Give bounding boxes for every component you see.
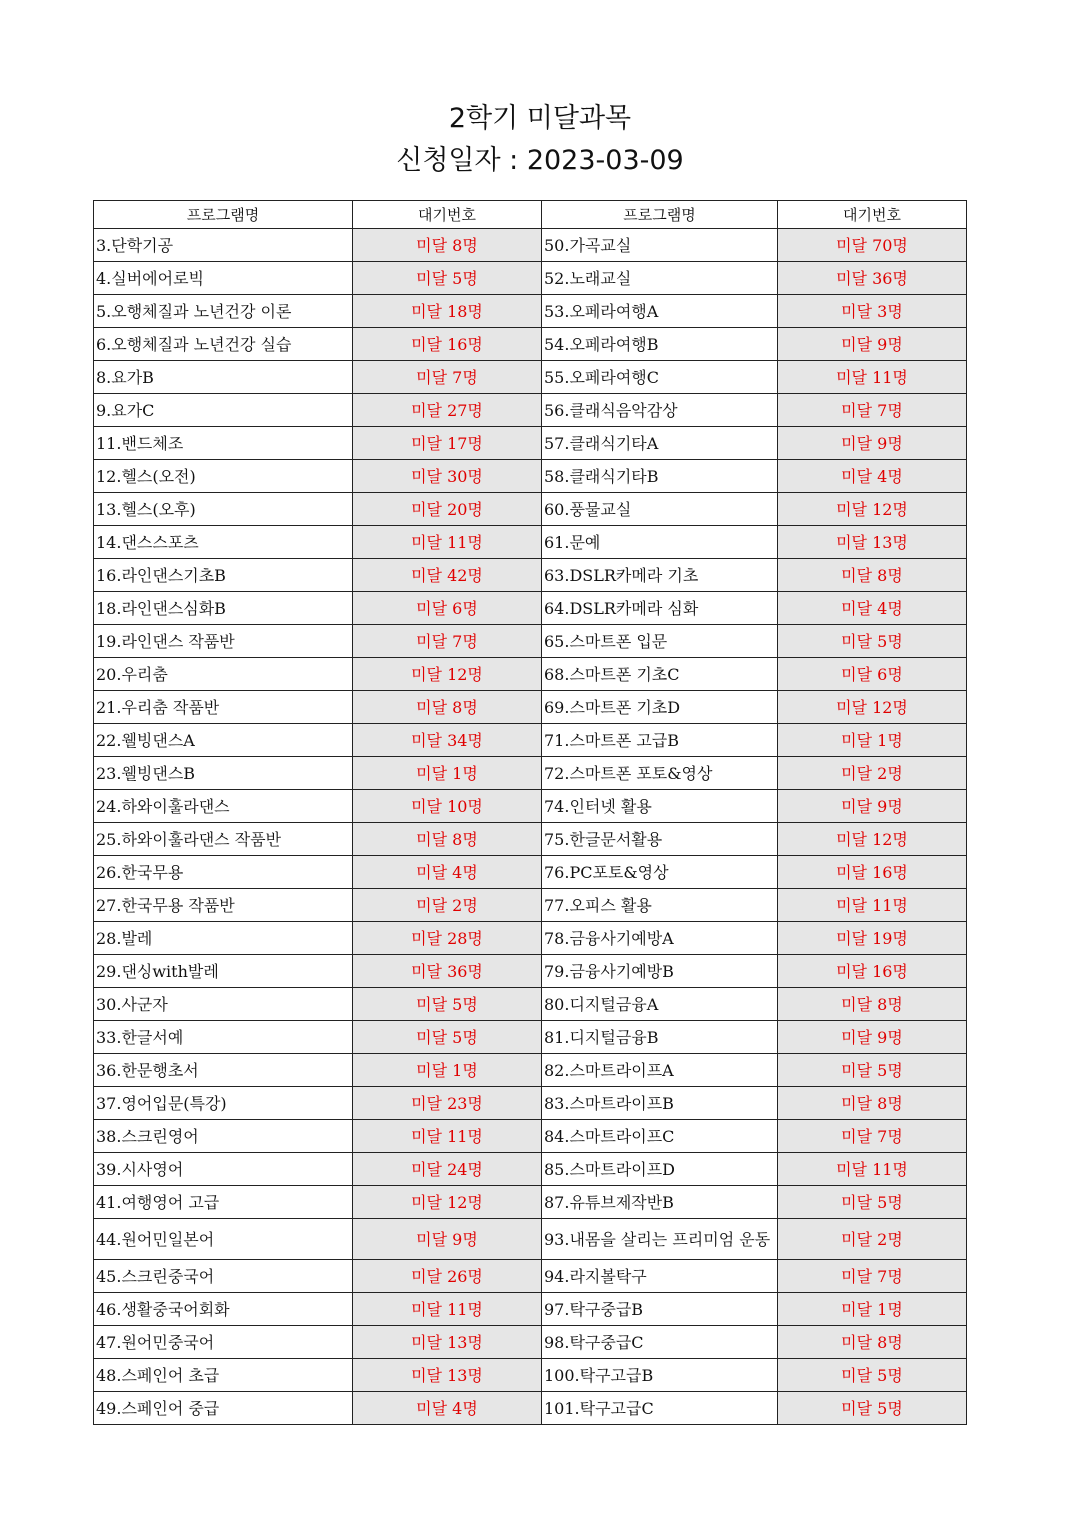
program-name-left: 38.스크린영어 bbox=[94, 1120, 353, 1153]
program-name-left: 48.스페인어 초급 bbox=[94, 1359, 353, 1392]
program-name-right: 75.한글문서활용 bbox=[542, 823, 778, 856]
table-row bbox=[94, 394, 967, 427]
program-name-left: 33.한글서예 bbox=[94, 1021, 353, 1054]
program-name-left: 37.영어입문(특강) bbox=[94, 1087, 353, 1120]
table-row bbox=[94, 658, 967, 691]
table-row bbox=[94, 559, 967, 592]
waitlist-count-right: 미달 2명 bbox=[778, 757, 967, 790]
waitlist-count-right: 미달 9명 bbox=[778, 427, 967, 460]
table-row bbox=[94, 1153, 967, 1186]
program-name-right: 58.클래식기타B bbox=[542, 460, 778, 493]
waitlist-count-right: 미달 11명 bbox=[778, 361, 967, 394]
waitlist-count-right: 미달 8명 bbox=[778, 1087, 967, 1120]
table-row bbox=[94, 1054, 967, 1087]
waitlist-count-right: 미달 9명 bbox=[778, 790, 967, 823]
program-name-right: 98.탁구중급C bbox=[542, 1326, 778, 1359]
table-row bbox=[94, 691, 967, 724]
program-name-left: 9.요가C bbox=[94, 394, 353, 427]
waitlist-count-right: 미달 5명 bbox=[778, 1186, 967, 1219]
program-name-right: 74.인터넷 활용 bbox=[542, 790, 778, 823]
program-name-left: 25.하와이훌라댄스 작품반 bbox=[94, 823, 353, 856]
waitlist-count-left: 미달 28명 bbox=[353, 922, 542, 955]
waitlist-count-right: 미달 4명 bbox=[778, 592, 967, 625]
waitlist-count-left: 미달 5명 bbox=[353, 262, 542, 295]
page-title: 2학기 미달과목 bbox=[448, 103, 632, 134]
waitlist-count-right: 미달 9명 bbox=[778, 1021, 967, 1054]
program-name-right: 87.유튜브제작반B bbox=[542, 1186, 778, 1219]
program-name-text: 93.내몸을 살리는 프리미엄 운동 bbox=[544, 1229, 771, 1249]
waitlist-count-right: 미달 36명 bbox=[778, 262, 967, 295]
waitlist-count-left: 미달 12명 bbox=[353, 658, 542, 691]
waitlist-count-left: 미달 42명 bbox=[353, 559, 542, 592]
program-name-right: 80.디지털금융A bbox=[542, 988, 778, 1021]
program-name-right: 64.DSLR카메라 심화 bbox=[542, 592, 778, 625]
table-row bbox=[94, 1120, 967, 1153]
program-name-right bbox=[542, 1219, 778, 1260]
waitlist-count-right: 미달 16명 bbox=[778, 856, 967, 889]
waitlist-count-left: 미달 10명 bbox=[353, 790, 542, 823]
waitlist-count-right: 미달 5명 bbox=[778, 1392, 967, 1425]
program-name-right: 72.스마트폰 포토&영상 bbox=[542, 757, 778, 790]
table-body bbox=[94, 229, 967, 1425]
table-row bbox=[94, 229, 967, 262]
program-name-left: 27.한국무용 작품반 bbox=[94, 889, 353, 922]
waitlist-count-right: 미달 12명 bbox=[778, 691, 967, 724]
table-row bbox=[94, 922, 967, 955]
header-waitlist-right: 대기번호 bbox=[778, 201, 967, 229]
waitlist-count-right: 미달 11명 bbox=[778, 889, 967, 922]
table-row bbox=[94, 1219, 967, 1260]
waitlist-count-right: 미달 4명 bbox=[778, 460, 967, 493]
header-waitlist-left: 대기번호 bbox=[353, 201, 542, 229]
program-name-right: 50.가곡교실 bbox=[542, 229, 778, 262]
waitlist-count-left: 미달 17명 bbox=[353, 427, 542, 460]
program-name-left: 44.원어민일본어 bbox=[94, 1219, 353, 1260]
table-row bbox=[94, 427, 967, 460]
program-name-left: 4.실버에어로빅 bbox=[94, 262, 353, 295]
table-row bbox=[94, 889, 967, 922]
waitlist-count-left: 미달 13명 bbox=[353, 1326, 542, 1359]
waitlist-count-left: 미달 18명 bbox=[353, 295, 542, 328]
waitlist-count-left: 미달 16명 bbox=[353, 328, 542, 361]
undersubscribed-courses-table bbox=[93, 200, 967, 1425]
waitlist-count-right: 미달 3명 bbox=[778, 295, 967, 328]
program-name-right: 61.문예 bbox=[542, 526, 778, 559]
table-row bbox=[94, 988, 967, 1021]
table-row bbox=[94, 1392, 967, 1425]
waitlist-count-left: 미달 5명 bbox=[353, 988, 542, 1021]
program-name-right: 57.클래식기타A bbox=[542, 427, 778, 460]
waitlist-count-right: 미달 5명 bbox=[778, 1359, 967, 1392]
waitlist-count-left: 미달 7명 bbox=[353, 625, 542, 658]
waitlist-count-left: 미달 30명 bbox=[353, 460, 542, 493]
table-row bbox=[94, 1186, 967, 1219]
program-name-right: 71.스마트폰 고급B bbox=[542, 724, 778, 757]
program-name-left: 26.한국무용 bbox=[94, 856, 353, 889]
program-name-left: 3.단학기공 bbox=[94, 229, 353, 262]
waitlist-count-right: 미달 6명 bbox=[778, 658, 967, 691]
program-name-right: 52.노래교실 bbox=[542, 262, 778, 295]
waitlist-count-right: 미달 8명 bbox=[778, 559, 967, 592]
program-name-left: 6.오행체질과 노년건강 실습 bbox=[94, 328, 353, 361]
table-row bbox=[94, 790, 967, 823]
program-name-right: 85.스마트라이프D bbox=[542, 1153, 778, 1186]
waitlist-count-right: 미달 19명 bbox=[778, 922, 967, 955]
program-name-right: 79.금융사기예방B bbox=[542, 955, 778, 988]
waitlist-count-left: 미달 23명 bbox=[353, 1087, 542, 1120]
table-row bbox=[94, 295, 967, 328]
waitlist-count-right: 미달 70명 bbox=[778, 229, 967, 262]
waitlist-count-right: 미달 9명 bbox=[778, 328, 967, 361]
waitlist-count-right: 미달 8명 bbox=[778, 988, 967, 1021]
waitlist-count-right: 미달 5명 bbox=[778, 625, 967, 658]
program-name-right: 56.클래식음악감상 bbox=[542, 394, 778, 427]
program-name-right: 77.오피스 활용 bbox=[542, 889, 778, 922]
program-name-left: 11.밴드체조 bbox=[94, 427, 353, 460]
table-row bbox=[94, 625, 967, 658]
program-name-right: 101.탁구고급C bbox=[542, 1392, 778, 1425]
program-name-right: 53.오페라여행A bbox=[542, 295, 778, 328]
program-name-left: 5.오행체질과 노년건강 이론 bbox=[94, 295, 353, 328]
waitlist-count-left: 미달 4명 bbox=[353, 1392, 542, 1425]
header-program-name-left: 프로그램명 bbox=[94, 201, 353, 229]
program-name-left: 21.우리춤 작품반 bbox=[94, 691, 353, 724]
program-name-left: 28.발레 bbox=[94, 922, 353, 955]
waitlist-count-right: 미달 16명 bbox=[778, 955, 967, 988]
waitlist-count-left: 미달 1명 bbox=[353, 757, 542, 790]
table-row bbox=[94, 592, 967, 625]
table-header-row bbox=[94, 201, 967, 229]
program-name-left: 13.헬스(오후) bbox=[94, 493, 353, 526]
program-name-right: 97.탁구중급B bbox=[542, 1293, 778, 1326]
table-row bbox=[94, 955, 967, 988]
program-name-right: 78.금융사기예방A bbox=[542, 922, 778, 955]
waitlist-count-left: 미달 4명 bbox=[353, 856, 542, 889]
program-name-right: 81.디지털금융B bbox=[542, 1021, 778, 1054]
program-name-left: 30.사군자 bbox=[94, 988, 353, 1021]
waitlist-count-right: 미달 5명 bbox=[778, 1054, 967, 1087]
program-name-right: 65.스마트폰 입문 bbox=[542, 625, 778, 658]
program-name-right: 60.풍물교실 bbox=[542, 493, 778, 526]
waitlist-count-right: 미달 1명 bbox=[778, 1293, 967, 1326]
program-name-right: 55.오페라여행C bbox=[542, 361, 778, 394]
application-date: 신청일자 : 2023-03-09 bbox=[396, 145, 684, 176]
program-name-left: 20.우리춤 bbox=[94, 658, 353, 691]
waitlist-count-right: 미달 2명 bbox=[778, 1219, 967, 1260]
waitlist-count-left: 미달 11명 bbox=[353, 1120, 542, 1153]
program-name-left: 23.웰빙댄스B bbox=[94, 757, 353, 790]
program-name-left: 45.스크린중국어 bbox=[94, 1260, 353, 1293]
table-row bbox=[94, 526, 967, 559]
table-row bbox=[94, 1021, 967, 1054]
waitlist-count-left: 미달 8명 bbox=[353, 823, 542, 856]
waitlist-count-left: 미달 2명 bbox=[353, 889, 542, 922]
waitlist-count-right: 미달 12명 bbox=[778, 493, 967, 526]
table-row bbox=[94, 1260, 967, 1293]
waitlist-count-right: 미달 7명 bbox=[778, 394, 967, 427]
program-name-left: 8.요가B bbox=[94, 361, 353, 394]
program-name-right: 76.PC포토&영상 bbox=[542, 856, 778, 889]
waitlist-count-right: 미달 1명 bbox=[778, 724, 967, 757]
program-name-left: 39.시사영어 bbox=[94, 1153, 353, 1186]
waitlist-count-left: 미달 9명 bbox=[353, 1219, 542, 1260]
waitlist-count-left: 미달 13명 bbox=[353, 1359, 542, 1392]
waitlist-count-left: 미달 11명 bbox=[353, 526, 542, 559]
table-row bbox=[94, 823, 967, 856]
program-name-right: 63.DSLR카메라 기초 bbox=[542, 559, 778, 592]
table-row bbox=[94, 856, 967, 889]
table-row bbox=[94, 361, 967, 394]
waitlist-count-right: 미달 7명 bbox=[778, 1120, 967, 1153]
waitlist-count-left: 미달 11명 bbox=[353, 1293, 542, 1326]
waitlist-count-left: 미달 24명 bbox=[353, 1153, 542, 1186]
waitlist-count-left: 미달 5명 bbox=[353, 1021, 542, 1054]
table-row bbox=[94, 262, 967, 295]
program-name-right: 82.스마트라이프A bbox=[542, 1054, 778, 1087]
program-name-left: 22.웰빙댄스A bbox=[94, 724, 353, 757]
waitlist-count-left: 미달 27명 bbox=[353, 394, 542, 427]
waitlist-count-left: 미달 36명 bbox=[353, 955, 542, 988]
program-name-left: 46.생활중국어회화 bbox=[94, 1293, 353, 1326]
program-name-left: 24.하와이훌라댄스 bbox=[94, 790, 353, 823]
program-name-right: 83.스마트라이프B bbox=[542, 1087, 778, 1120]
waitlist-count-right: 미달 13명 bbox=[778, 526, 967, 559]
program-name-right: 94.라지볼탁구 bbox=[542, 1260, 778, 1293]
program-name-left: 14.댄스스포츠 bbox=[94, 526, 353, 559]
program-name-left: 29.댄싱with발레 bbox=[94, 955, 353, 988]
waitlist-count-left: 미달 8명 bbox=[353, 229, 542, 262]
table-row bbox=[94, 1293, 967, 1326]
header-program-name-right: 프로그램명 bbox=[542, 201, 778, 229]
waitlist-count-right: 미달 7명 bbox=[778, 1260, 967, 1293]
program-name-left: 36.한문행초서 bbox=[94, 1054, 353, 1087]
program-name-right: 69.스마트폰 기초D bbox=[542, 691, 778, 724]
table-row bbox=[94, 1359, 967, 1392]
program-name-left: 18.라인댄스심화B bbox=[94, 592, 353, 625]
waitlist-count-left: 미달 8명 bbox=[353, 691, 542, 724]
program-name-left: 47.원어민중국어 bbox=[94, 1326, 353, 1359]
program-name-left: 16.라인댄스기초B bbox=[94, 559, 353, 592]
table-row bbox=[94, 328, 967, 361]
program-name-left: 12.헬스(오전) bbox=[94, 460, 353, 493]
waitlist-count-left: 미달 20명 bbox=[353, 493, 542, 526]
program-name-right: 68.스마트폰 기초C bbox=[542, 658, 778, 691]
table-row bbox=[94, 757, 967, 790]
waitlist-count-left: 미달 7명 bbox=[353, 361, 542, 394]
waitlist-count-right: 미달 11명 bbox=[778, 1153, 967, 1186]
program-name-left: 41.여행영어 고급 bbox=[94, 1186, 353, 1219]
waitlist-count-left: 미달 6명 bbox=[353, 592, 542, 625]
waitlist-count-left: 미달 12명 bbox=[353, 1186, 542, 1219]
table-row bbox=[94, 724, 967, 757]
program-name-right: 84.스마트라이프C bbox=[542, 1120, 778, 1153]
waitlist-count-left: 미달 26명 bbox=[353, 1260, 542, 1293]
program-name-left: 19.라인댄스 작품반 bbox=[94, 625, 353, 658]
table-row bbox=[94, 1326, 967, 1359]
table-row bbox=[94, 460, 967, 493]
waitlist-count-right: 미달 8명 bbox=[778, 1326, 967, 1359]
table-row bbox=[94, 1087, 967, 1120]
program-name-right: 54.오페라여행B bbox=[542, 328, 778, 361]
waitlist-count-left: 미달 1명 bbox=[353, 1054, 542, 1087]
table-row bbox=[94, 493, 967, 526]
program-name-left: 49.스페인어 중급 bbox=[94, 1392, 353, 1425]
program-name-right: 100.탁구고급B bbox=[542, 1359, 778, 1392]
waitlist-count-left: 미달 34명 bbox=[353, 724, 542, 757]
waitlist-count-right: 미달 12명 bbox=[778, 823, 967, 856]
